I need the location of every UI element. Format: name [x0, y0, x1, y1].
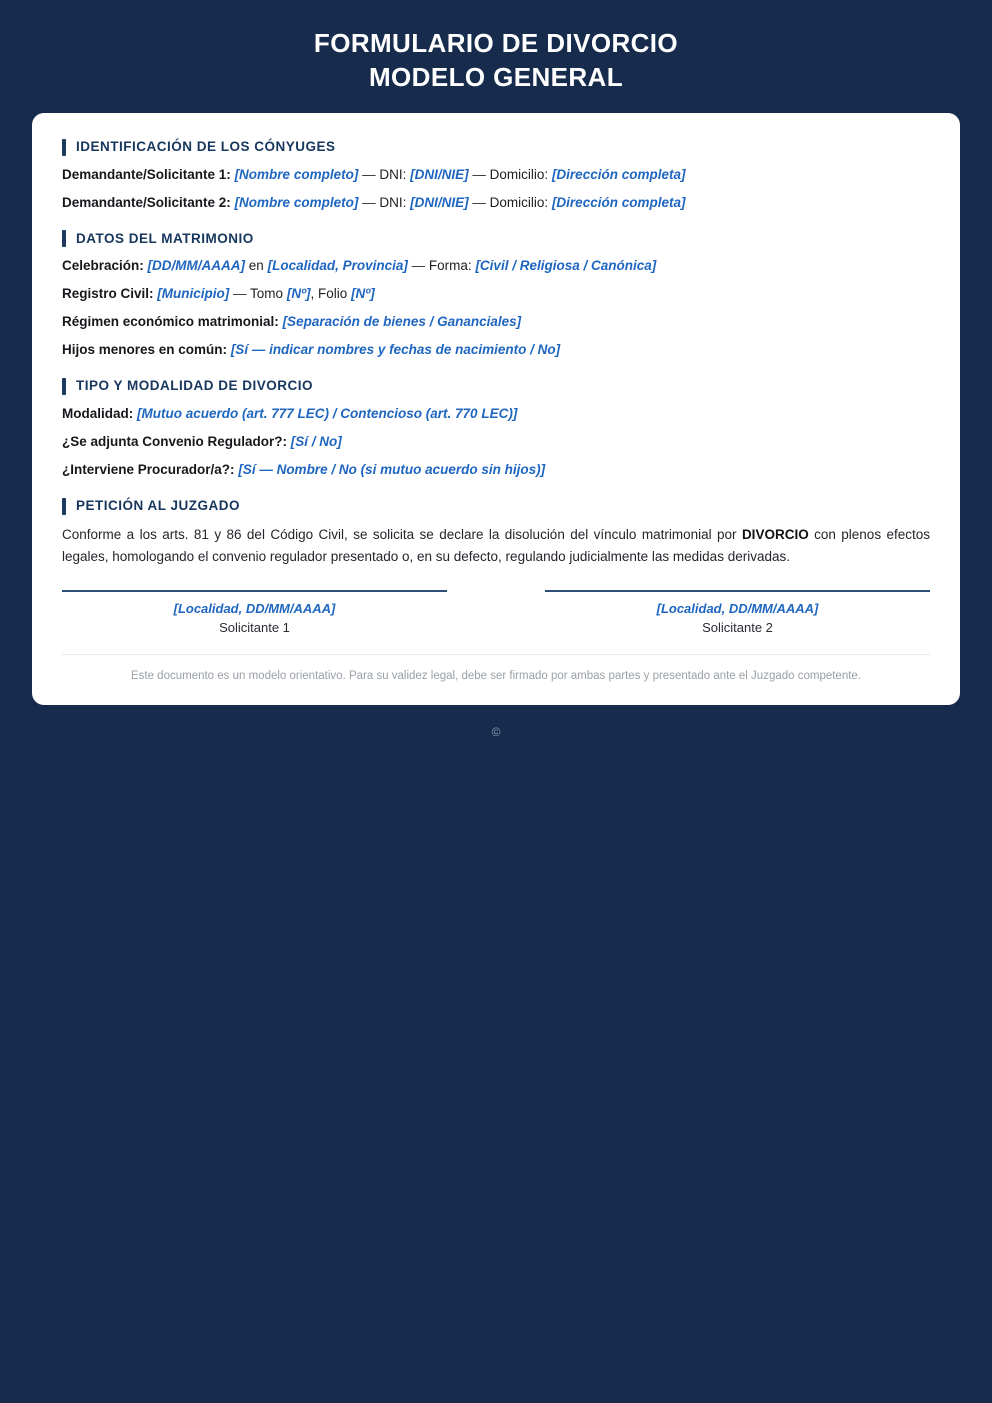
signature-role-label: Solicitante 1 — [219, 620, 290, 636]
field-value-attorney[interactable]: [Sí — Nombre / No (si mutuo acuerdo sin hijos)] — [238, 462, 546, 477]
field-label: Demandante/Solicitante 1: — [62, 166, 231, 182]
signature-block-2 — [545, 590, 930, 638]
field-celebration — [62, 256, 930, 277]
section-heading-label: IDENTIFICACIÓN DE LOS CÓNYUGES — [76, 138, 336, 154]
field-modality — [62, 404, 930, 425]
field-label-address: Domicilio: — [489, 166, 549, 182]
field-label: ¿Interviene Procurador/a?: — [62, 462, 235, 477]
field-label-form: Forma: — [428, 258, 472, 274]
accent-bar-icon — [62, 498, 66, 515]
field-value-children[interactable]: [Sí — indicar nombres y fechas de nacimiento / No] — [230, 342, 561, 358]
field-value-volume[interactable]: [Nº] — [286, 286, 311, 302]
field-minor-children — [62, 340, 930, 361]
page-title — [20, 26, 972, 95]
signature-place-date[interactable]: [Localidad, DD/MM/AAAA] — [173, 600, 336, 616]
field-value-address[interactable]: [Dirección completa] — [551, 166, 686, 182]
field-label: Modalidad: — [62, 406, 134, 422]
field-spouse-2 — [62, 193, 930, 214]
section-divorce-type — [62, 378, 930, 481]
field-value-regime[interactable]: [Separación de bienes / Gananciales] — [282, 314, 522, 330]
field-label-address: Domicilio: — [489, 194, 549, 210]
field-dash: — — [362, 166, 376, 182]
signature-line[interactable] — [545, 590, 930, 592]
accent-bar-icon — [62, 378, 66, 395]
accent-bar-icon — [62, 230, 66, 247]
field-value-date[interactable]: [DD/MM/AAAA] — [147, 258, 246, 274]
petition-paragraph — [62, 524, 930, 568]
field-value-agreement[interactable]: [Sí / No] — [290, 434, 342, 450]
field-value-modality[interactable]: [Mutuo acuerdo (art. 777 LEC) / Contencioso (art. 770 LEC)] — [137, 406, 518, 422]
field-label: Celebración: — [62, 258, 144, 274]
page-title-line-2: MODELO GENERAL — [368, 62, 624, 93]
field-dash: — — [362, 194, 376, 210]
page-title-line-1: FORMULARIO DE DIVORCIO — [313, 28, 679, 58]
field-value-form[interactable]: [Civil / Religiosa / Canónica] — [475, 258, 657, 274]
section-heading-petition — [62, 498, 930, 515]
field-label: ¿Se adjunta Convenio Regulador?: — [62, 434, 288, 450]
document-footer — [0, 705, 992, 741]
field-attorney — [62, 460, 930, 481]
signature-place-date[interactable]: [Localidad, DD/MM/AAAA] — [656, 600, 819, 616]
section-heading-label: TIPO Y MODALIDAD DE DIVORCIO — [76, 378, 314, 394]
field-value-address[interactable]: [Dirección completa] — [551, 194, 686, 210]
field-economic-regime — [62, 312, 930, 333]
copyright-icon: © — [491, 724, 501, 739]
field-label-dni: DNI: — [379, 194, 407, 210]
field-value-municipality[interactable]: [Municipio] — [157, 286, 230, 302]
disclaimer-text: Este documento es un modelo orientativo. Para su validez legal, debe ser firmado por ambas partes y presentado ante el Juzgado competente. — [130, 669, 862, 682]
field-dash: — — [411, 258, 426, 274]
signature-line[interactable] — [62, 590, 447, 592]
field-value-name[interactable]: [Nombre completo] — [234, 166, 359, 182]
field-value-dni[interactable]: [DNI/NIE] — [410, 166, 469, 182]
field-comma: , — [310, 286, 315, 302]
field-value-dni[interactable]: [DNI/NIE] — [410, 194, 469, 210]
field-label: Hijos menores en común: — [62, 342, 228, 358]
field-dash: — — [472, 194, 486, 210]
petition-emphasis: DIVORCIO — [741, 526, 809, 542]
section-heading-marriage-data — [62, 230, 930, 247]
field-label: Registro Civil: — [62, 286, 154, 302]
field-label: Demandante/Solicitante 2: — [62, 194, 231, 210]
accent-bar-icon — [62, 139, 66, 156]
signature-role-label: Solicitante 2 — [702, 620, 773, 636]
document-header — [0, 0, 992, 113]
field-label-folio: Folio — [318, 286, 348, 302]
field-spouse-1 — [62, 165, 930, 186]
section-marriage-data — [62, 230, 930, 361]
section-heading-spouses — [62, 139, 930, 156]
field-label-volume: Tomo — [250, 286, 284, 302]
section-spouses — [62, 139, 930, 214]
field-connector: en — [248, 258, 264, 274]
field-civil-registry — [62, 284, 930, 305]
field-label-dni: DNI: — [379, 166, 407, 182]
form-card — [32, 113, 960, 705]
field-label: Régimen económico matrimonial: — [62, 314, 279, 330]
section-heading-divorce-type — [62, 378, 930, 395]
field-regulatory-agreement — [62, 432, 930, 453]
field-dash: — — [472, 166, 486, 182]
section-heading-label: PETICIÓN AL JUZGADO — [76, 498, 241, 513]
petition-text-after: con plenos efectos legales, homologando el convenio regulador presentado o, en su defecto, regulando judicialmente las medidas derivadas. — [62, 526, 930, 564]
disclaimer-divider — [62, 654, 930, 655]
petition-text-before: Conforme a los arts. 81 y 86 del Código Civil, se solicita se declare la disolución del vínculo matrimonial por — [62, 526, 742, 542]
field-dash: — — [233, 286, 247, 302]
signature-row — [62, 590, 930, 638]
field-value-name[interactable]: [Nombre completo] — [234, 194, 359, 210]
section-petition — [62, 498, 930, 568]
section-heading-label: DATOS DEL MATRIMONIO — [76, 230, 254, 246]
field-value-place[interactable]: [Localidad, Provincia] — [267, 258, 408, 274]
field-value-folio[interactable]: [Nº] — [351, 286, 375, 302]
signature-block-1 — [62, 590, 447, 638]
